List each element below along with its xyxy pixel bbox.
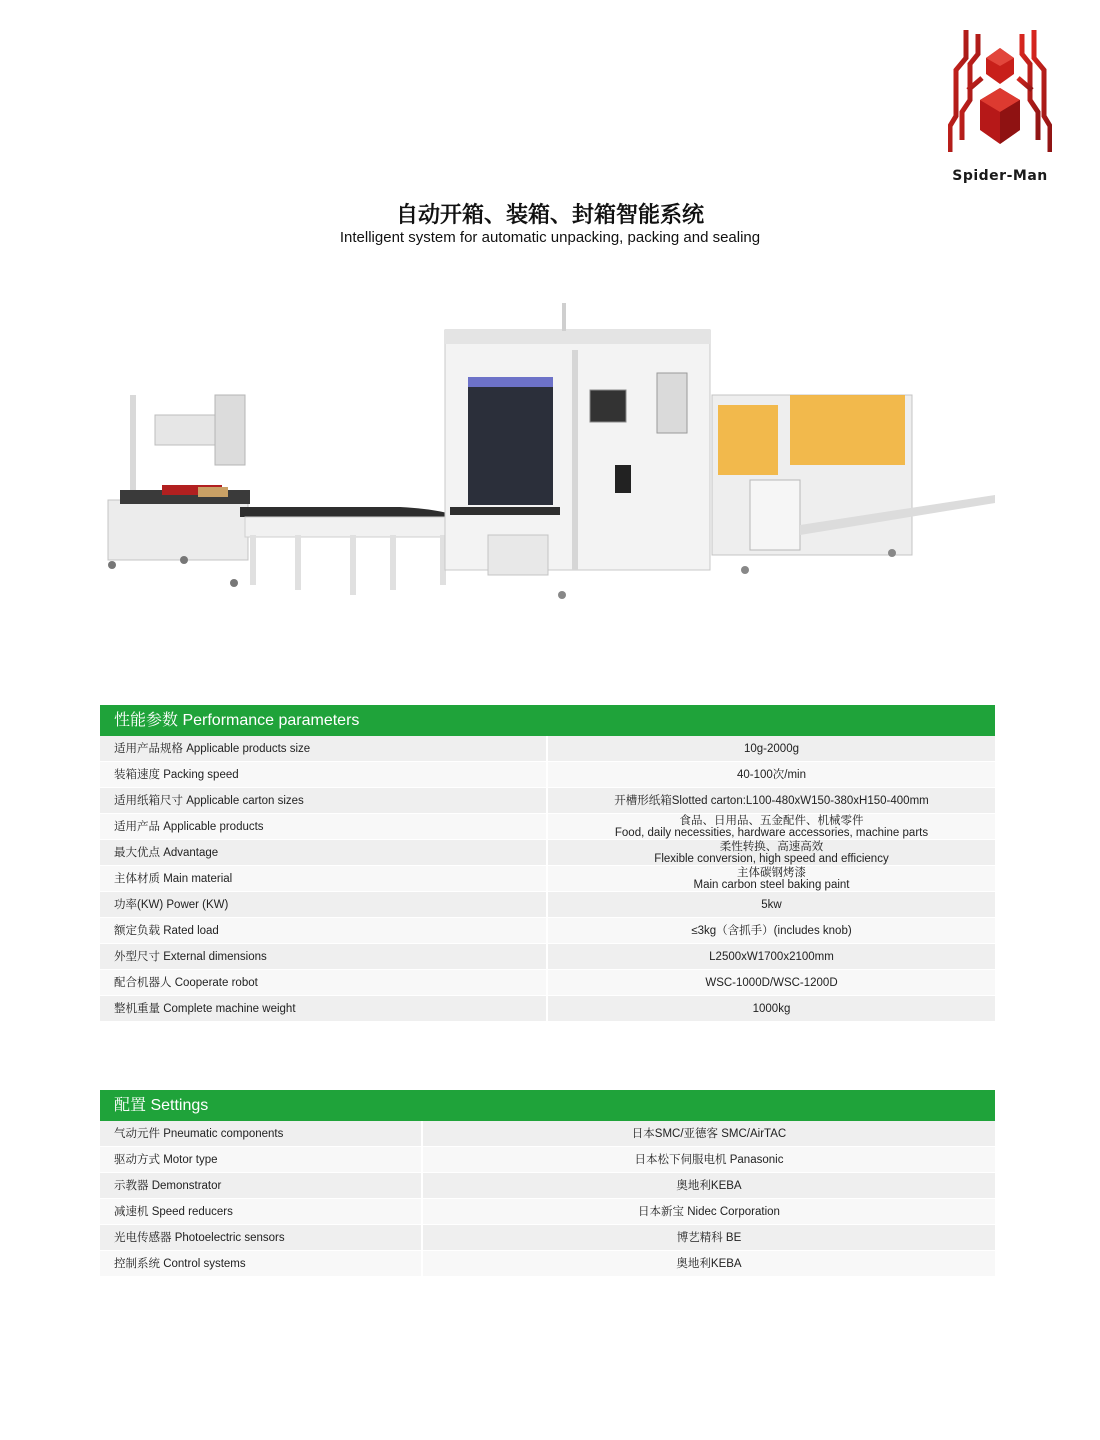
param-value xyxy=(422,1225,995,1251)
table-row xyxy=(100,840,995,866)
param-label: 驱动方式 Motor type xyxy=(100,1147,422,1173)
param-value xyxy=(547,814,995,840)
settings-section xyxy=(100,1090,995,1277)
performance-heading: 性能参数 Performance parameters xyxy=(100,705,995,736)
table-row xyxy=(100,1251,995,1277)
param-value-line: 主体碳钢烤漆 xyxy=(737,866,806,879)
param-label: 适用产品 Applicable products xyxy=(100,814,547,840)
param-label: 控制系统 Control systems xyxy=(100,1251,422,1277)
table-row xyxy=(100,788,995,814)
conveyor-unit xyxy=(240,507,460,595)
table-row xyxy=(100,918,995,944)
settings-table xyxy=(100,1121,995,1277)
param-value-line: 食品、日用品、五金配件、机械零件 xyxy=(679,814,864,827)
table-row xyxy=(100,1173,995,1199)
brand-name: Spider-Man xyxy=(952,168,1048,184)
param-value-line: Flexible conversion, high speed and efficiency xyxy=(654,852,889,865)
param-value xyxy=(547,918,995,944)
param-value-line: 博艺精科 BE xyxy=(676,1231,742,1244)
param-label: 额定负载 Rated load xyxy=(100,918,547,944)
param-value xyxy=(547,736,995,762)
param-value xyxy=(422,1251,995,1277)
param-value-line: 日本SMC/亚德客 SMC/AirTAC xyxy=(631,1127,787,1140)
param-label: 光电传感器 Photoelectric sensors xyxy=(100,1225,422,1251)
param-label: 主体材质 Main material xyxy=(100,866,547,892)
param-value-line: 柔性转换、高速高效 xyxy=(719,840,824,853)
param-label: 减速机 Speed reducers xyxy=(100,1199,422,1225)
performance-table xyxy=(100,736,995,1022)
page-title-en: Intelligent system for automatic unpacking, packing and sealing xyxy=(339,229,761,246)
settings-heading: 配置 Settings xyxy=(100,1090,995,1121)
table-row xyxy=(100,1225,995,1251)
param-value xyxy=(547,892,995,918)
table-row xyxy=(100,996,995,1022)
param-value xyxy=(422,1121,995,1147)
param-value-line: 奥地利KEBA xyxy=(676,1179,742,1192)
param-value xyxy=(547,866,995,892)
param-label: 配合机器人 Cooperate robot xyxy=(100,970,547,996)
param-value xyxy=(422,1173,995,1199)
param-value-line: ≤3kg（含抓手）(includes knob) xyxy=(691,924,852,937)
param-value-line: Main carbon steel baking paint xyxy=(693,878,850,891)
table-row xyxy=(100,866,995,892)
performance-section xyxy=(100,705,995,1022)
param-value-line: 日本新宝 Nidec Corporation xyxy=(638,1205,780,1218)
table-row xyxy=(100,1121,995,1147)
param-label: 装箱速度 Packing speed xyxy=(100,762,547,788)
param-label: 适用产品规格 Applicable products size xyxy=(100,736,547,762)
brand-logo xyxy=(944,28,1056,184)
param-value xyxy=(422,1199,995,1225)
param-value xyxy=(547,788,995,814)
param-label: 适用纸箱尺寸 Applicable carton sizes xyxy=(100,788,547,814)
param-value-line: 开槽形纸箱Slotted carton:L100-480xW150-380xH150-400mm xyxy=(614,794,929,807)
page-title-cn: 自动开箱、装箱、封箱智能系统 xyxy=(395,203,704,228)
param-value xyxy=(547,996,995,1022)
table-row xyxy=(100,970,995,996)
param-value xyxy=(422,1147,995,1173)
param-value-line: 1000kg xyxy=(752,1002,791,1015)
carton-sealer-unit xyxy=(108,395,250,587)
table-row xyxy=(100,762,995,788)
param-label: 示教器 Demonstrator xyxy=(100,1173,422,1199)
table-row xyxy=(100,814,995,840)
param-value xyxy=(547,840,995,866)
param-label: 整机重量 Complete machine weight xyxy=(100,996,547,1022)
table-row xyxy=(100,1199,995,1225)
machine-illustration xyxy=(100,295,1000,615)
param-value-line: 10g-2000g xyxy=(744,742,799,755)
param-value xyxy=(547,944,995,970)
table-row xyxy=(100,892,995,918)
packing-cabinet xyxy=(445,303,710,599)
param-label: 最大优点 Advantage xyxy=(100,840,547,866)
param-value xyxy=(547,762,995,788)
param-value xyxy=(547,970,995,996)
param-value-line: 5kw xyxy=(761,898,782,911)
table-row xyxy=(100,736,995,762)
table-row xyxy=(100,944,995,970)
param-value-line: L2500xW1700x2100mm xyxy=(709,950,834,963)
param-value-line: 奥地利KEBA xyxy=(676,1257,742,1270)
carton-erector-unit xyxy=(712,395,995,574)
param-value-line: Food, daily necessities, hardware accessories, machine parts xyxy=(614,826,929,839)
spider-logo-icon xyxy=(948,28,1052,152)
param-value-line: 日本松下伺服电机 Panasonic xyxy=(634,1153,784,1166)
param-label: 外型尺寸 External dimensions xyxy=(100,944,547,970)
param-value-line: WSC-1000D/WSC-1200D xyxy=(705,976,838,989)
table-row xyxy=(100,1147,995,1173)
param-value-line: 40-100次/min xyxy=(736,768,807,781)
param-label: 功率(KW) Power (KW) xyxy=(100,892,547,918)
param-label: 气动元件 Pneumatic components xyxy=(100,1121,422,1147)
